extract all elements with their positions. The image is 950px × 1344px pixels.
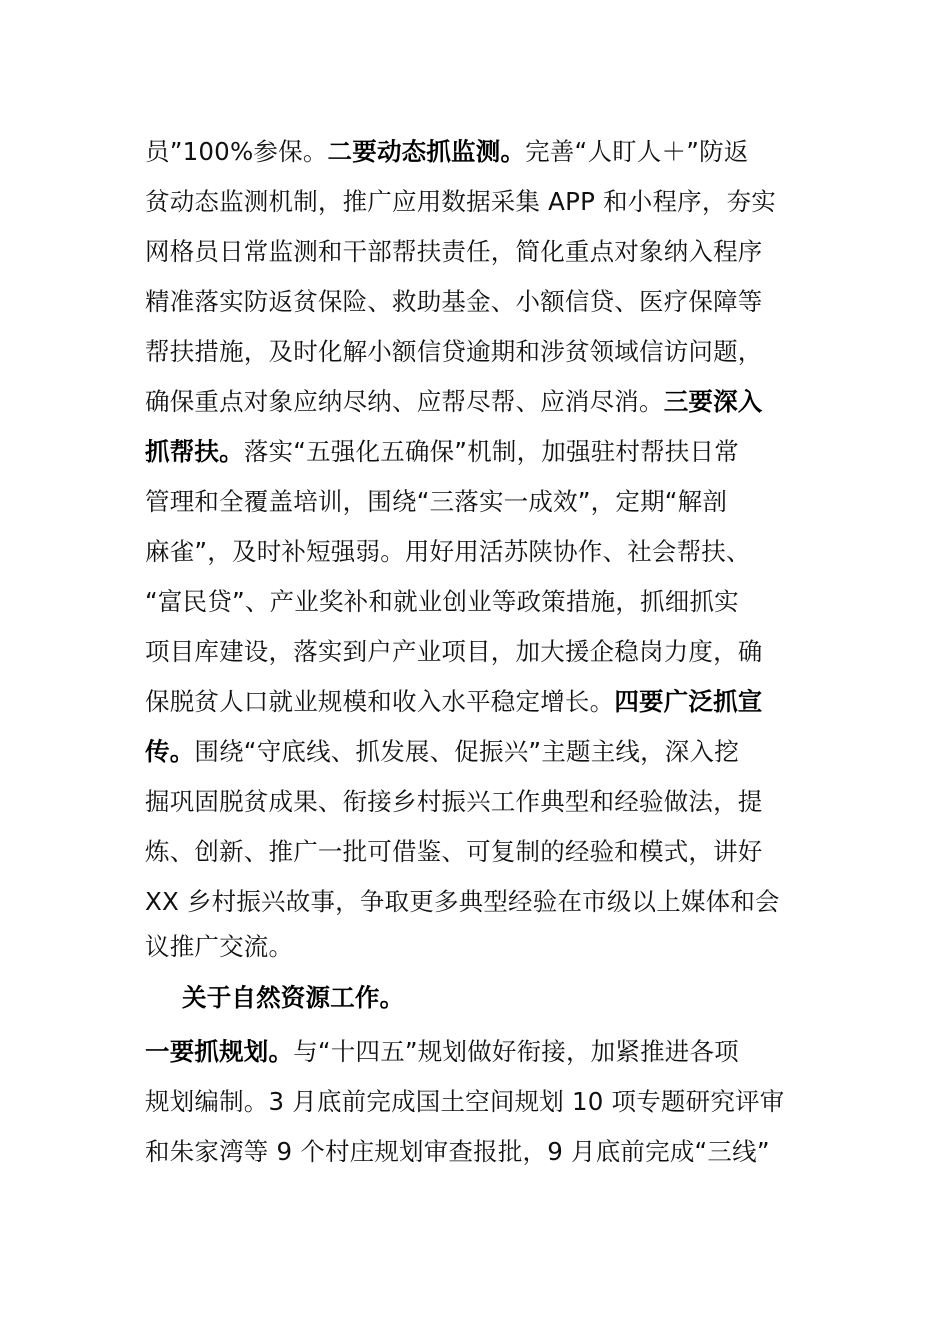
- text-run: 完善“人盯人＋”防返: [525, 137, 749, 166]
- text-line: [145, 877, 810, 927]
- text-run: 确保重点对象应纳尽纳、应帮尽帮、应消尽消。: [145, 387, 664, 416]
- text-run: “富民贷”、产业奖补和就业创业等政策措施，抓细抓实: [145, 587, 739, 616]
- text-line: [145, 627, 810, 677]
- text-run: XX 乡村振兴故事，争取更多典型经验在市级以上媒体和会: [145, 887, 780, 916]
- text-line: [145, 427, 810, 477]
- text-line: [145, 677, 810, 727]
- text-line: [145, 377, 810, 427]
- bold-run: 一要抓规划。: [145, 1037, 294, 1066]
- text-run: 议推广交流。: [145, 932, 294, 961]
- text-line: [145, 777, 810, 827]
- text-run: 与“十四五”规划做好衔接，加紧推进各项: [293, 1037, 739, 1066]
- text-line: [145, 1127, 810, 1177]
- bold-run: 传。: [145, 737, 195, 766]
- text-run: 项目库建设，落实到户产业项目，加大援企稳岗力度，确: [145, 637, 763, 666]
- text-run: 贫动态监测机制，推广应用数据采集 APP 和小程序，夯实: [145, 187, 776, 216]
- text-run: 规划编制。3 月底前完成国土空间规划 10 项专题研究评审: [145, 1087, 785, 1116]
- text-line: [145, 1077, 810, 1127]
- text-run: 和朱家湾等 9 个村庄规划审查报批，9 月底前完成“三线”: [145, 1137, 770, 1166]
- text-run: 围绕“守底线、抓发展、促振兴”主题主线，深入挖: [194, 737, 739, 766]
- text-line: [145, 577, 810, 627]
- bold-run: 四要广泛抓宣: [614, 687, 763, 716]
- text-run: 网格员日常监测和干部帮扶责任，简化重点对象纳入程序: [145, 237, 763, 266]
- text-line: [145, 827, 810, 877]
- text-run: 保脱贫人口就业规模和收入水平稳定增长。: [145, 687, 615, 716]
- text-run: 精准落实防返贫保险、救助基金、小额信贷、医疗保障等: [145, 287, 763, 316]
- text-run: 落实“五强化五确保”机制，加强驻村帮扶日常: [243, 437, 739, 466]
- text-line: [145, 127, 810, 177]
- text-line: [145, 527, 810, 577]
- text-line: [145, 177, 810, 227]
- text-line: [145, 227, 810, 277]
- section-heading: 关于自然资源工作。: [182, 983, 405, 1012]
- bold-run: 抓帮扶。: [145, 437, 244, 466]
- text-run: 麻雀”，及时补短强弱。用好用活苏陕协作、社会帮扶、: [145, 537, 751, 566]
- text-line: [145, 277, 810, 327]
- text-line: [145, 327, 810, 377]
- text-run: 炼、创新、推广一批可借鉴、可复制的经验和模式，讲好: [145, 837, 763, 866]
- text-line: [145, 922, 810, 972]
- text-run: 帮扶措施，及时化解小额信贷逾期和涉贫领域信访问题，: [145, 337, 763, 366]
- text-run: 掘巩固脱贫成果、衔接乡村振兴工作典型和经验做法，提: [145, 787, 763, 816]
- text-run: 员”100%参保。: [145, 137, 328, 166]
- bold-run: 二要动态抓监测。: [327, 137, 526, 166]
- text-line: [145, 477, 810, 527]
- text-run: 管理和全覆盖培训，围绕“三落实一成效”，定期“解剖: [145, 487, 728, 516]
- text-line: [145, 1027, 810, 1077]
- text-line: [145, 727, 810, 777]
- bold-run: 三要深入: [663, 387, 763, 416]
